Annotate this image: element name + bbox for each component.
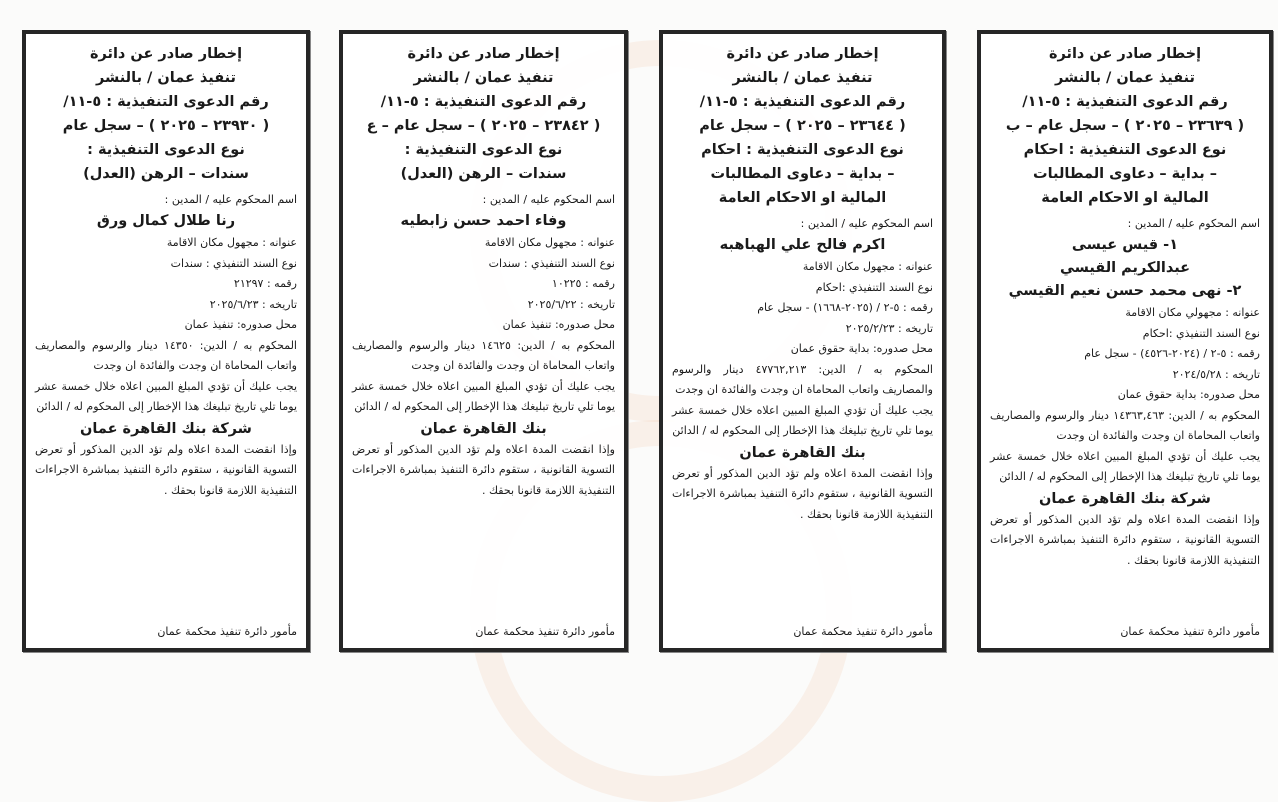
demand-text: يجب عليك أن تؤدي المبلغ المبين اعلاه خلال خمسة عشر يوما تلي تاريخ تبليغك هذا الإخطار إلى المحكوم له / الدائن bbox=[990, 449, 1260, 483]
debtor-name: عبدالكريم القيسي bbox=[1059, 260, 1191, 276]
detail-line: رقمه : ٥-٢ / (٢٠٢٤-٤٥٢٦) - سجل عام bbox=[1084, 347, 1260, 360]
detail-line: محل صدوره: بداية حقوق عمان bbox=[790, 342, 933, 355]
notice-2 bbox=[339, 30, 628, 652]
debtor-label: اسم المحكوم عليه / المدين : bbox=[482, 193, 615, 206]
closing-text: وإذا انقضت المدة اعلاه ولم تؤد الدين المذكور أو تعرض التسوية القانونية ، ستقوم دائرة التنفيذ بمباشرة الاجراءات التنفيذية اللازمة قانونا بحقك . bbox=[352, 442, 615, 497]
notice-header-line: نوع الدعوى التنفيذية : bbox=[87, 142, 245, 158]
detail-line: تاريخه : ٢٠٢٤/٥/٢٨ bbox=[1172, 367, 1260, 381]
notice-header-line: المالية او الاحكام العامة bbox=[718, 190, 887, 206]
creditor-name: شركة بنك القاهرة عمان bbox=[80, 420, 252, 437]
debtor-name: وفاء احمد حسن زابطيه bbox=[400, 213, 567, 229]
debtor-name: رنا طلال كمال ورق bbox=[96, 213, 236, 229]
detail-line: رقمه : ١٠٢٢٥ bbox=[551, 277, 615, 290]
detail-line: محل صدوره: تنفيذ عمان bbox=[184, 318, 297, 331]
detail-line: رقمه : ٢١٢٩٧ bbox=[233, 277, 297, 290]
closing-text: وإذا انقضت المدة اعلاه ولم تؤد الدين المذكور أو تعرض التسوية القانونية ، ستقوم دائرة التنفيذ بمباشرة الاجراءات التنفيذية اللازمة قانونا بحقك . bbox=[35, 442, 297, 497]
notice-header-line: رقم الدعوى التنفيذية : ٥-١١/ bbox=[699, 94, 906, 110]
notice-header-line: المالية او الاحكام العامة bbox=[1041, 190, 1209, 206]
notice-header-line: رقم الدعوى التنفيذية : ٥-١١/ bbox=[1022, 94, 1228, 110]
signature: مأمور دائرة تنفيذ محكمة عمان bbox=[793, 625, 933, 638]
notice-header-line: رقم الدعوى التنفيذية : ٥-١١/ bbox=[63, 94, 269, 110]
notice-header-line: إخطار صادر عن دائرة bbox=[407, 46, 560, 62]
debtor-name: اكرم فالح علي الهباهبه bbox=[719, 237, 886, 253]
detail-line: رقمه : ٥-٢ / (٢٠٢٥-١٦٦٨) - سجل عام bbox=[757, 301, 933, 314]
detail-line: تاريخه : ٢٠٢٥/٦/٢٣ bbox=[209, 297, 297, 311]
detail-line: نوع السند التنفيذي :احكام bbox=[815, 280, 933, 294]
notice-header-line: إخطار صادر عن دائرة bbox=[89, 46, 243, 62]
debtor-name: ٢- نهى محمد حسن نعيم القيسي bbox=[1008, 283, 1242, 299]
notice-header-line: سندات – الرهن (العدل) bbox=[83, 166, 249, 182]
signature: مأمور دائرة تنفيذ محكمة عمان bbox=[475, 625, 615, 638]
creditor-name: بنك القاهرة عمان bbox=[420, 420, 547, 437]
debtor-label: اسم المحكوم عليه / المدين : bbox=[800, 217, 933, 230]
judgment-text: المحكوم به / الدين: ١٤٣٥٠ دينار والرسوم والمصاريف واتعاب المحاماة ان وجدت والفائدة ان وجدت bbox=[35, 338, 297, 372]
detail-line: نوع السند التنفيذي : سندات bbox=[170, 256, 297, 270]
notice-header-line: – بداية – دعاوى المطالبات bbox=[1033, 166, 1217, 182]
notice-header-line: نوع الدعوى التنفيذية : احكام bbox=[701, 142, 904, 158]
notice-header-line: ( ٢٣٦٣٩ – ٢٠٢٥ ) – سجل عام – ب bbox=[1005, 118, 1245, 134]
notice-header-line: إخطار صادر عن دائرة bbox=[726, 46, 879, 62]
notice-header-line: رقم الدعوى التنفيذية : ٥-١١/ bbox=[380, 94, 587, 110]
debtor-name: ١- قيس عيسى bbox=[1071, 237, 1179, 253]
demand-text: يجب عليك أن تؤدي المبلغ المبين اعلاه خلال خمسة عشر يوما تلي تاريخ تبليغك هذا الإخطار إلى المحكوم له / الدائن bbox=[672, 403, 933, 437]
detail-line: محل صدوره: تنفيذ عمان bbox=[502, 318, 615, 331]
closing-text: وإذا انقضت المدة اعلاه ولم تؤد الدين المذكور أو تعرض التسوية القانونية ، ستقوم دائرة التنفيذ بمباشرة الاجراءات التنفيذية اللازمة قانونا بحقك . bbox=[990, 512, 1260, 567]
demand-text: يجب عليك أن تؤدي المبلغ المبين اعلاه خلال خمسة عشر يوما تلي تاريخ تبليغك هذا الإخطار إلى المحكوم له / الدائن bbox=[35, 379, 297, 413]
signature: مأمور دائرة تنفيذ محكمة عمان bbox=[157, 625, 297, 638]
notice-3 bbox=[659, 30, 946, 652]
notice-1 bbox=[22, 30, 310, 652]
detail-line: عنوانه : مجهول مكان الاقامة bbox=[802, 260, 933, 273]
notice-header-line: ( ٢٣٩٣٠ – ٢٠٢٥ ) – سجل عام bbox=[62, 118, 270, 134]
signature: مأمور دائرة تنفيذ محكمة عمان bbox=[1120, 625, 1260, 638]
notice-header-line: – بداية – دعاوى المطالبات bbox=[710, 166, 895, 182]
debtor-label: اسم المحكوم عليه / المدين : bbox=[1127, 217, 1260, 230]
detail-line: محل صدوره: بداية حقوق عمان bbox=[1117, 388, 1260, 401]
notice-header-line: إخطار صادر عن دائرة bbox=[1048, 46, 1202, 62]
creditor-name: بنك القاهرة عمان bbox=[739, 444, 866, 461]
debtor-label: اسم المحكوم عليه / المدين : bbox=[164, 193, 297, 206]
notice-header-line: ( ٢٣٦٤٤ – ٢٠٢٥ ) – سجل عام bbox=[699, 118, 906, 134]
notice-header-line: نوع الدعوى التنفيذية : bbox=[404, 142, 563, 158]
detail-line: نوع السند التنفيذي :احكام bbox=[1142, 326, 1260, 340]
notice-header-line: ( ٢٣٨٤٢ – ٢٠٢٥ ) – سجل عام – ع bbox=[366, 118, 601, 134]
judgment-text: المحكوم به / الدين: ١٤٦٢٥ دينار والرسوم والمصاريف واتعاب المحاماة ان وجدت والفائدة ان وجدت bbox=[352, 338, 615, 372]
demand-text: يجب عليك أن تؤدي المبلغ المبين اعلاه خلال خمسة عشر يوما تلي تاريخ تبليغك هذا الإخطار إلى المحكوم له / الدائن bbox=[352, 379, 615, 413]
notice-header-line: تنفيذ عمان / بالنشر bbox=[1054, 70, 1195, 86]
closing-text: وإذا انقضت المدة اعلاه ولم تؤد الدين المذكور أو تعرض التسوية القانونية ، ستقوم دائرة التنفيذ بمباشرة الاجراءات التنفيذية اللازمة قانونا بحقك . bbox=[672, 466, 933, 521]
notice-header-line: سندات – الرهن (العدل) bbox=[400, 166, 567, 182]
judgment-text: المحكوم به / الدين: ٤٧٧٦٢,٢١٣ دينار والرسوم والمصاريف واتعاب المحاماة ان وجدت والفائدة ان وجدت bbox=[672, 362, 933, 396]
detail-line: تاريخه : ٢٠٢٥/٦/٢٢ bbox=[527, 297, 615, 311]
detail-line: نوع السند التنفيذي : سندات bbox=[488, 256, 615, 270]
notice-header-line: تنفيذ عمان / بالنشر bbox=[732, 70, 873, 86]
notice-4 bbox=[977, 30, 1273, 652]
detail-line: تاريخه : ٢٠٢٥/٢/٢٣ bbox=[845, 321, 933, 335]
creditor-name: شركة بنك القاهرة عمان bbox=[1039, 490, 1211, 507]
notice-header-line: تنفيذ عمان / بالنشر bbox=[413, 70, 554, 86]
judgment-text: المحكوم به / الدين: ١٤٣٦٣,٤٦٣ دينار والرسوم والمصاريف واتعاب المحاماة ان وجدت والفائدة ان وجدت bbox=[990, 408, 1260, 442]
detail-line: عنوانه : مجهول مكان الاقامة bbox=[484, 236, 615, 249]
detail-line: عنوانه : مجهولي مكان الاقامة bbox=[1125, 306, 1260, 319]
notice-header-line: نوع الدعوى التنفيذية : احكام bbox=[1023, 142, 1227, 158]
detail-line: عنوانه : مجهول مكان الاقامة bbox=[166, 236, 297, 249]
notice-header-line: تنفيذ عمان / بالنشر bbox=[95, 70, 236, 86]
